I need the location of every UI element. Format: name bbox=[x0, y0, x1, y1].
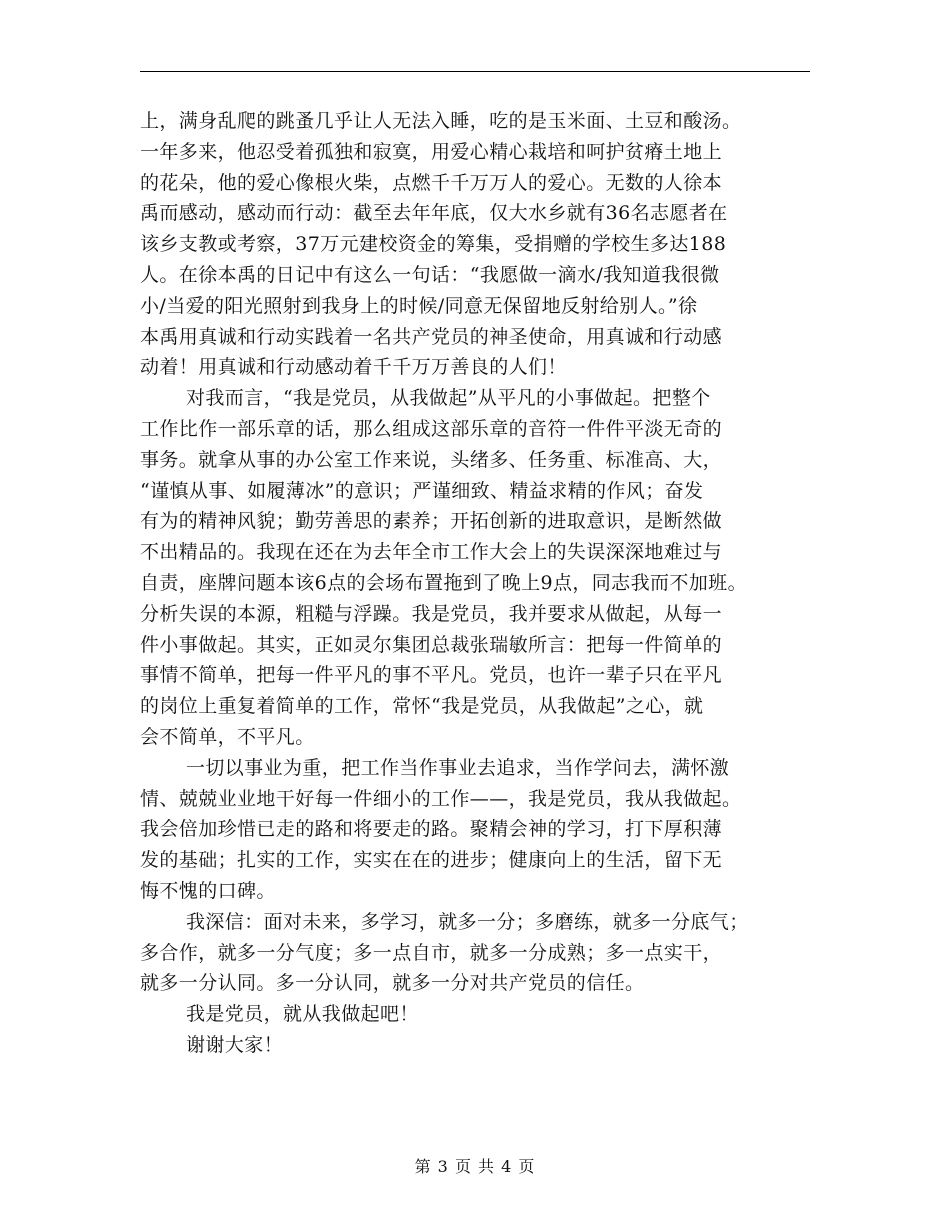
page-footer bbox=[0, 1154, 950, 1177]
text-line: 分析失误的本源，粗糙与浮躁。我是党员，我并要求从做起，从每一 bbox=[140, 602, 723, 625]
text-line: 的岗位上重复着简单的工作，常怀“我是党员，从我做起”之心，就 bbox=[140, 695, 704, 718]
text-line: 禹而感动，感动而行动：截至去年年底，仅大水乡就有36名志愿者在 bbox=[140, 202, 728, 225]
text-line: 事情不简单，把每一件平凡的事不平凡。党员，也许一辈子只在平凡 bbox=[140, 664, 723, 687]
text-line: 不出精品的。我现在还在为去年全市工作大会上的失误深深地难过与 bbox=[140, 541, 723, 564]
paragraph-start-line: 谢谢大家！ bbox=[186, 1033, 284, 1056]
paragraph-start-line: 对我而言，“我是党员，从我做起”从平凡的小事做起。把整个 bbox=[186, 387, 711, 410]
text-line: 的花朵，他的爱心像根火柴，点燃千千万万人的爱心。无数的人徐本 bbox=[140, 171, 723, 194]
text-line: 该乡支教或考察，37万元建校资金的筹集，受捐赠的学校生多达188 bbox=[140, 233, 727, 256]
text-line: 工作比作一部乐章的话，那么组成这部乐章的音符一件件平淡无奇的 bbox=[140, 417, 723, 440]
text-line: 发的基础；扎实的工作，实实在在的进步；健康向上的生活，留下无 bbox=[140, 849, 723, 872]
text-line: 多合作，就多一分气度；多一点自市，就多一分成熟；多一点实干， bbox=[140, 941, 723, 964]
page-number-label: 第 3 页 共 4 页 bbox=[414, 1157, 536, 1176]
text-line: 人。在徐本禹的日记中有这么一句话：“我愿做一滴水/我知道我很微 bbox=[140, 263, 720, 286]
body-text bbox=[140, 106, 810, 1061]
text-line: 件小事做起。其实，正如灵尔集团总裁张瑞敏所言：把每一件简单的 bbox=[140, 633, 723, 656]
text-line: 会不简单，不平凡。 bbox=[140, 725, 315, 748]
text-line: 一年多来，他忍受着孤独和寂寞，用爱心精心栽培和呵护贫瘠土地上 bbox=[140, 140, 723, 163]
paragraph-start-line: 我深信：面对未来，多学习，就多一分；多磨练，就多一分底气； bbox=[186, 910, 749, 933]
text-line: 我会倍加珍惜已走的路和将要走的路。聚精会神的学习，打下厚积薄 bbox=[140, 818, 723, 841]
text-line: 情、兢兢业业地干好每一件细小的工作——，我是党员，我从我做起。 bbox=[140, 787, 742, 810]
header-rule bbox=[140, 71, 810, 72]
text-line: 上，满身乱爬的跳蚤几乎让人无法入睡，吃的是玉米面、土豆和酸汤。 bbox=[140, 110, 742, 132]
text-line: 小/当爱的阳光照射到我身上的时候/同意无保留地反射给别人。”徐 bbox=[140, 294, 698, 317]
paragraph-start-line: 一切以事业为重，把工作当作事业去追求，当作学问去，满怀激 bbox=[186, 756, 730, 779]
text-line: “谨慎从事、如履薄冰”的意识；严谨细致、精益求精的作风；奋发 bbox=[140, 479, 704, 502]
paragraph-start-line: 我是党员，就从我做起吧！ bbox=[186, 1003, 419, 1026]
text-line: 悔不愧的口碑。 bbox=[140, 879, 276, 902]
text-line: 就多一分认同。多一分认同，就多一分对共产党员的信任。 bbox=[140, 972, 645, 995]
text-line: 动着！用真诚和行动感动着千千万万善良的人们！ bbox=[140, 356, 567, 379]
text-line: 事务。就拿从事的办公室工作来说，头绪多、任务重、标准高、大， bbox=[140, 448, 723, 471]
text-line: 本禹用真诚和行动实践着一名共产党员的神圣使命，用真诚和行动感 bbox=[140, 325, 723, 348]
text-line: 有为的精神风貌；勤劳善思的素养；开拓创新的进取意识，是断然做 bbox=[140, 510, 723, 533]
text-line: 自责，座牌问题本该6点的会场布置拖到了晚上9点，同志我而不加班。 bbox=[140, 571, 747, 594]
